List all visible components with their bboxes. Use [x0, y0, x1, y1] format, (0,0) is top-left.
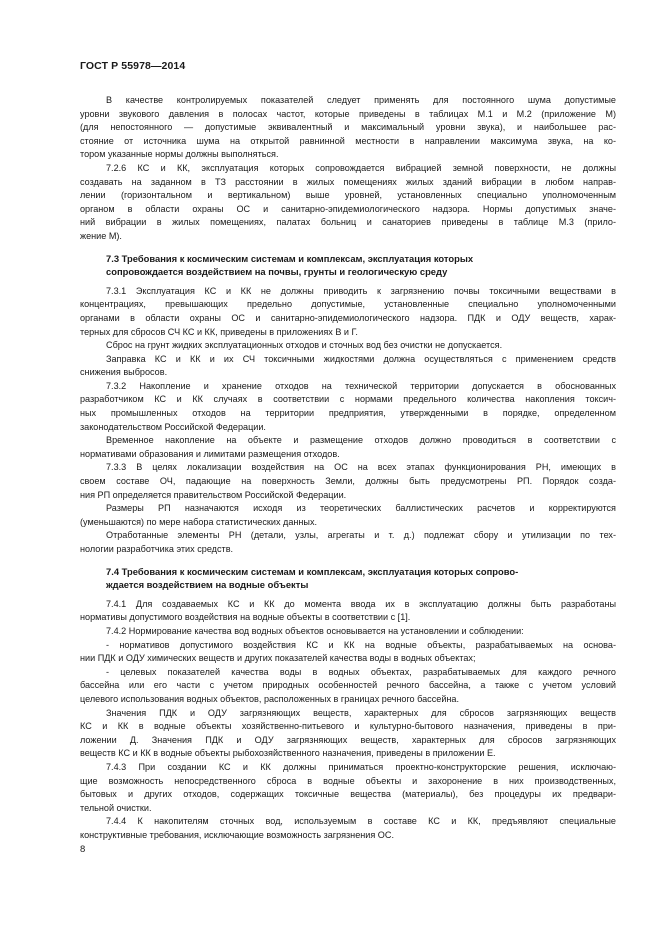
- text-line: нии ПДК и ОДУ химических веществ и других показателей качества воды в водных объектах;: [80, 653, 476, 664]
- text-line: щие возможность непосредственного сброса в водные объекты и захоронение в них производственных,: [80, 775, 616, 786]
- text-line: 7.3.3 В целях локализации воздействия на ОС на всех этапах функционирования РН, имеющих в: [106, 462, 616, 473]
- text-line: Значения ПДК и ОДУ загрязняющих веществ, характерных для сбросов загрязняющих веществ: [106, 707, 616, 718]
- text-line: бытовых и других отходов, содержащих токсичные вещества (материалы), без процедуры их предвари-: [80, 789, 616, 800]
- text-line: - целевых показателей качества воды в водных объектах, разрабатываемых для каждого речного: [106, 666, 616, 677]
- paragraph-gap: [80, 244, 616, 252]
- text-line: 7.4.2 Нормирование качества вод водных объектов основывается на установлении и соблюдении:: [106, 625, 524, 636]
- text-line: 7.2.6 КС и КК, эксплуатация которых сопровождается вибрацией земной поверхности, не должны: [106, 162, 616, 173]
- text-line: нологии разработчика этих средств.: [80, 544, 234, 554]
- text-line: Временное накопление на объекте и размещение отходов должно проводиться в соответствии с: [106, 435, 616, 446]
- text-line: целевого использования водных объектов, расположенных в границах речного бассейна.: [80, 693, 460, 704]
- text-line: стояние от источника шума на открытой равнинной местности в направлении максимума звука, на ко-: [80, 135, 616, 146]
- text-line: ния РП определяется правительством Российской Федерации.: [80, 489, 347, 500]
- text-line: бассейна или его части с учетом природных особенностей речного бассейна, а также с учетом условий: [80, 680, 616, 691]
- text-line: (для непостоянного — допустимые эквивалентный и максимальный уровни звука), и наибольшее рас-: [80, 122, 616, 133]
- text-line: 7.4.1 Для создаваемых КС и КК до момента ввода их в эксплуатацию должны быть разработаны: [106, 598, 616, 609]
- text-line: 7.3.1 Эксплуатация КС и КК не должны приводить к загрязнению почвы токсичными веществами в: [106, 285, 616, 296]
- text-line: уровни звукового давления в полосах частот, которые приведены в таблицах М.1 и М.2 (приложение М): [80, 108, 616, 119]
- text-line: органом в области охраны ОС и санитарно-эпидемиологического надзора. Нормы допустимых значе-: [80, 203, 616, 214]
- text-line: Заправка КС и КК и их СЧ токсичными жидкостями должна осуществляться с применением средств: [106, 353, 616, 364]
- text-line: В качестве контролируемых показателей следует применять для постоянного шума допустимые: [106, 95, 616, 105]
- section-heading-line: ждается воздействием на водные объекты: [106, 579, 309, 591]
- text-line: Отработанные элементы РН (детали, узлы, агрегаты и т. д.) подлежат сбору и утилизации по тех-: [106, 530, 616, 541]
- text-line: концентрациях, превышающих предельно допустимые, установленные специально уполномоченными: [80, 299, 616, 310]
- text-line: ложении Д. Значения ПДК и ОДУ загрязняющих веществ, характерных для сбросов загрязняющих: [80, 734, 616, 745]
- document-body: [80, 94, 616, 842]
- text-line: органами в области охраны ОС и санитарно-эпидемиологического надзора. ПДК и ОДУ веществ, харак-: [80, 312, 616, 323]
- text-line: снижения выбросов.: [80, 367, 168, 378]
- text-line: законодательством Российской Федерации.: [80, 421, 266, 432]
- text-line: 7.4.3 При создании КС и КК должны приниматься проектно-конструкторские решения, исключаю-: [106, 761, 616, 772]
- section-heading-line: сопровождается воздействием на почвы, грунты и геологическую среду: [106, 266, 448, 278]
- text-line: ний вибрации в жилых помещениях, палатах больниц и санаториев приведены в таблице М.3 (прило-: [80, 217, 616, 228]
- text-line: нормативами образования и лимитами размещения отходов.: [80, 448, 340, 459]
- text-line: тором указанные нормы должны выполняться.: [80, 149, 279, 160]
- text-line: 7.3.2 Накопление и хранение отходов на технической территории допускается в обоснованных: [106, 380, 616, 391]
- text-line: терных для сбросов СЧ КС и КК, приведены в приложениях В и Г.: [80, 326, 358, 337]
- text-line: нормативы допустимого воздействия на водные объекты в соответствии с [1].: [80, 612, 411, 623]
- text-line: разработчиком КС и КК случаях в соответствии с нормами предельного количества накопления токсич-: [80, 394, 616, 405]
- text-line: - нормативов допустимого воздействия КС и КК на водные объекты, разрабатываемых на основа-: [106, 639, 616, 650]
- text-line: конструктивные требования, исключающие возможность загрязнения ОС.: [80, 829, 394, 840]
- text-line: Сброс на грунт жидких эксплуатационных отходов и сточных вод без очистки не допускается.: [106, 340, 503, 351]
- text-line: (уменьшаются) по мере набора статистических данных.: [80, 516, 318, 527]
- text-line: 7.4.4 К накопителям сточных вод, используемым в составе КС и КК, предъявляют специальные: [106, 816, 616, 827]
- section-heading-line: 7.3 Требования к космическим системам и комплексам, эксплуатация которых: [106, 252, 474, 264]
- text-line: своем составе ОЧ, падающие на поверхность Земли, должны быть предусмотрены РП. Порядок созда-: [80, 476, 616, 487]
- text-line: тельной очистки.: [80, 802, 152, 813]
- paragraph-gap: [80, 557, 616, 565]
- text-line: Размеры РП назначаются исходя из теоретических баллистических расчетов и корректируются: [106, 503, 616, 514]
- text-line: ных промышленных отходов на территории предприятия, утвержденными в порядке, определенном: [80, 408, 616, 419]
- section-heading-line: 7.4 Требования к космическим системам и комплексам, эксплуатация которых сопрово-: [106, 565, 519, 577]
- text-line: создавать на заданном в ТЗ расстоянии в жилых помещениях жилых зданий вибрации в любом направ-: [80, 176, 616, 187]
- page-number: 8: [80, 844, 86, 855]
- text-line: жение М).: [80, 230, 122, 241]
- document-header: ГОСТ Р 55978—2014: [80, 60, 186, 72]
- text-line: КС и КК в водные объекты хозяйственно-питьевого и культурно-бытового назначения, приведены в при-: [80, 721, 616, 732]
- text-line: лении (горизонтальном и вертикальном) выше уровней, установленных специально уполномоченным: [80, 190, 616, 201]
- text-line: веществ КС и КК в водные объекты рыбохозяйственного назначения, приведены в приложении Е.: [80, 748, 496, 759]
